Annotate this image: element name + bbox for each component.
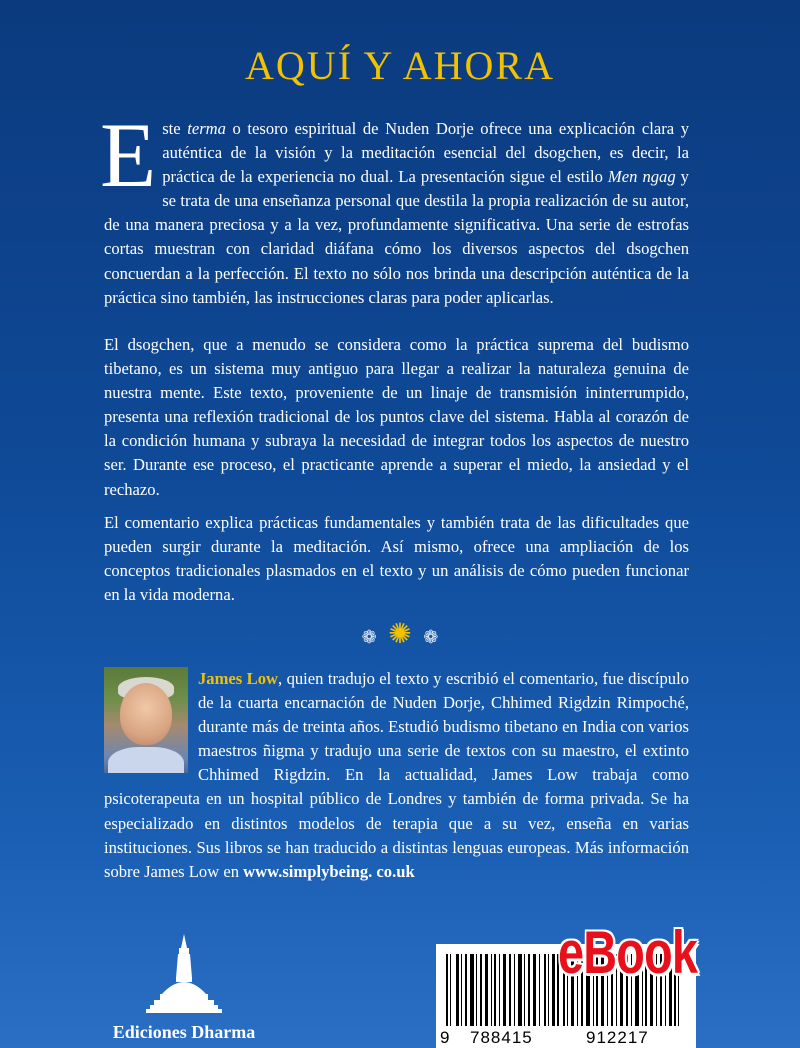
drop-cap: E bbox=[100, 104, 157, 206]
paragraph-text: ste bbox=[162, 119, 188, 138]
book-title: AQUÍ Y AHORA bbox=[245, 43, 555, 88]
ebook-badge: eBook bbox=[558, 919, 698, 986]
emphasis-terma: terma bbox=[187, 119, 226, 138]
emphasis-men-ngag: Men ngag bbox=[607, 167, 676, 187]
sun-ornament-icon: ✺ bbox=[388, 619, 412, 650]
section-divider bbox=[0, 621, 800, 651]
paragraph-text: El dsogchen, que a menudo se considera como la práctica suprema del budismo tibetano, es un sistema muy antiguo para llegar a realizar la naturaleza genuina de nuestra mente. Este texto, proveniente de un linaje de transmisión ininterrumpido, presenta una reflexión tradicional de los puntos clave del sistema. Habla al corazón de la condición humana y subraya la necesidad de integrar todos los aspectos de nuestro ser. Durante ese proceso, el practicante aprende a superar el miedo, la ansiedad y el rechazo. bbox=[104, 335, 689, 499]
author-website-link[interactable]: www.simplybeing. co.uk bbox=[243, 861, 415, 881]
barcode-digits bbox=[436, 1026, 696, 1048]
flower-ornament-icon: ❁ bbox=[423, 627, 439, 647]
bio-text: , quien tradujo el texto y escribió el comentario, fue discípulo de la cuarta encarnación de Nuden Dorje, Chhimed Rigdzin Rimpoché, durante más de treinta años. Estudió budismo tibetano en India con varios maestros ñigma y tradujo una serie de textos con su maestro, el extinto Chhimed Rigdzin. En la actualidad, James Low trabaja como psicoterapeuta en un hospital público de Londres y también de forma privada. Se ha especializado en distintos modelos de terapia que a su vez, enseña en varias instituciones. Sus libros se han traducido a distintas lenguas europeas. Más información sobre James Low en bbox=[104, 669, 689, 881]
description-paragraph-3 bbox=[104, 511, 689, 607]
paragraph-text: y se trata de una enseñanza personal que destila la propia realización de su autor, de una manera preciosa y a la vez, profundamente significativa. Una serie de estrofas cortas muestran con claridad diáfana cómo los diversos aspectos del dsogchen concuerdan a la perfección. El texto no sólo nos brinda una descripción auténtica de la práctica sino también, las instrucciones claras para poder aplicarlas. bbox=[104, 167, 689, 307]
author-name: James Low bbox=[198, 669, 279, 688]
flower-ornament-icon: ❁ bbox=[361, 627, 377, 647]
paragraph-text: El comentario explica prácticas fundamentales y también trata de las dificultades que pueden surgir durante la meditación. Así mismo, ofrece una ampliación de los conceptos tradicionales plasmados en el texto y un análisis de cómo pueden funcionar en la vida moderna. bbox=[104, 513, 689, 605]
author-bio bbox=[104, 667, 689, 884]
description-paragraph-2 bbox=[104, 333, 689, 502]
barcode-digit-prefix: 9 bbox=[440, 1028, 451, 1047]
barcode-digit-group-2: 912217 bbox=[586, 1028, 649, 1047]
description-paragraph-1 bbox=[100, 104, 689, 310]
paragraph-text: o tesoro espiritual de Nuden Dorje ofrece una explicación clara y auténtica de la visión y la meditación esencial del dsogchen, es decir, la práctica de la experiencia no dual. La presentación sigue el estilo bbox=[162, 119, 689, 187]
publisher-name: Ediciones Dharma bbox=[112, 1022, 256, 1042]
barcode-digit-group-1: 788415 bbox=[470, 1028, 533, 1047]
